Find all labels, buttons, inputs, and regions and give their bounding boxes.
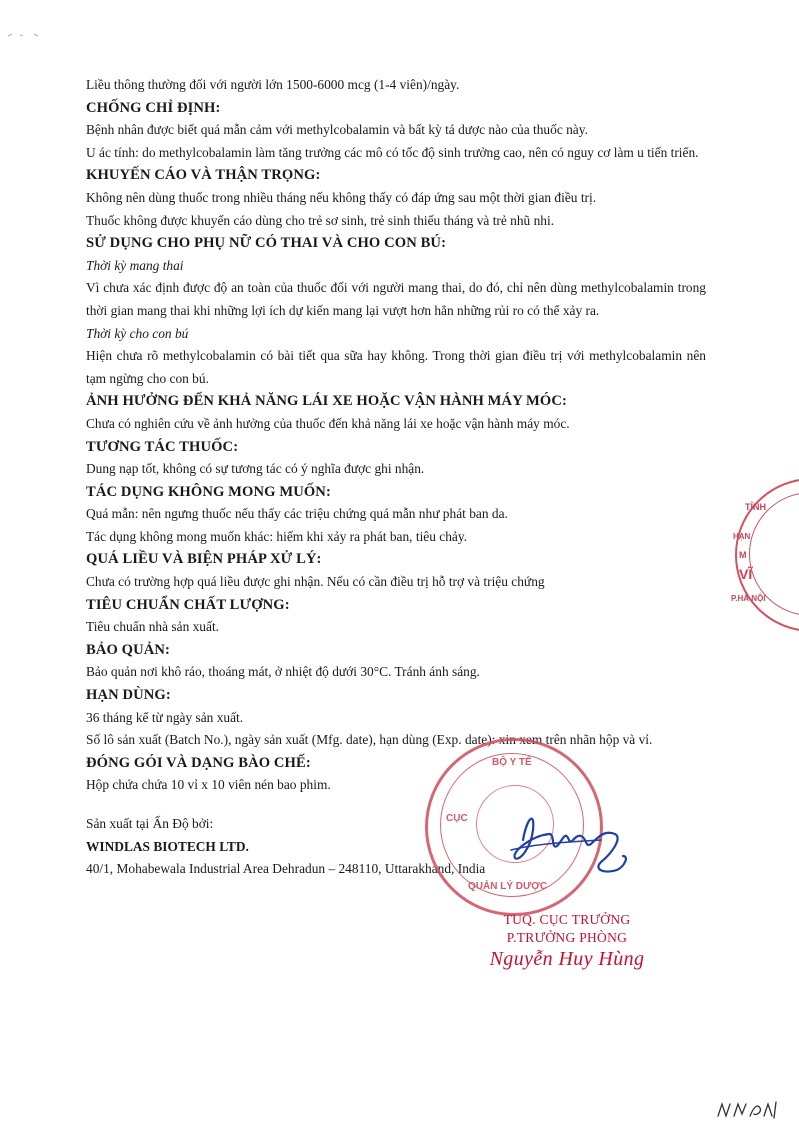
heading-driving: ẢNH HƯỞNG ĐẾN KHẢ NĂNG LÁI XE HOẶC VẬN HÀNH MÁY MÓC: bbox=[86, 393, 567, 410]
stamp-text: QUẢN LÝ DƯỢC bbox=[468, 881, 548, 892]
body-line: Dung nạp tốt, không có sự tương tác có ý nghĩa được ghi nhận. bbox=[86, 461, 425, 477]
subheading-breastfeeding: Thời kỳ cho con bú bbox=[86, 325, 189, 341]
handwritten-signature bbox=[505, 800, 635, 880]
scan-marks bbox=[6, 30, 46, 40]
body-line: Tiêu chuẩn nhà sản xuất. bbox=[86, 619, 220, 635]
body-line: Thuốc không được khuyến cáo dùng cho trẻ sơ sinh, trẻ sinh thiếu tháng và trẻ nhũ nhi. bbox=[86, 212, 555, 228]
manufacturer-address: 40/1, Mohabewala Industrial Area Dehradun – 248110, Uttarakhand, India bbox=[86, 861, 486, 877]
signatory-name: Nguyễn Huy Hùng bbox=[489, 948, 645, 970]
heading-storage: BẢO QUẢN: bbox=[86, 641, 171, 658]
body-paragraph: Hiện chưa rõ methylcobalamin có bài tiết qua sữa hay không. Trong thời gian điều trị với methylcobalamin nên tạm ngừng cho con bú. bbox=[86, 348, 706, 386]
body-paragraph: Vì chưa xác định được độ an toàn của thuốc đối với người mang thai, do đó, chỉ nên dùng methylcobalamin trong thời gian mang thai khi những lợi ích dự kiến mang lại vượt hơn hẳn những rủi ro có thể xảy ra. bbox=[86, 280, 706, 318]
manufacturer-intro: Sản xuất tại Ấn Độ bởi: bbox=[86, 816, 214, 831]
heading-warnings: KHUYẾN CÁO VÀ THẬN TRỌNG: bbox=[86, 167, 321, 184]
partial-round-stamp bbox=[731, 478, 799, 632]
body-line: Số lô sản xuất (Batch No.), ngày sản xuất (Mfg. date), hạn dùng (Exp. date): xin xem trên nhãn hộp và vỉ. bbox=[86, 732, 653, 748]
heading-quality-standard: TIÊU CHUẨN CHẤT LƯỢNG: bbox=[86, 596, 290, 613]
heading-overdose: QUÁ LIỀU VÀ BIỆN PHÁP XỬ LÝ: bbox=[86, 551, 322, 568]
signatory-title: TUQ. CỤC TRƯỞNG bbox=[503, 912, 631, 927]
initials-mark bbox=[714, 1098, 778, 1120]
body-line: Chưa có trường hợp quá liều được ghi nhận. Nếu có cần điều trị hỗ trợ và triệu chứng bbox=[86, 574, 545, 590]
manufacturer-name: WINDLAS BIOTECH LTD. bbox=[86, 838, 249, 854]
stamp-text: HẠN bbox=[733, 532, 751, 541]
heading-pregnancy: SỬ DỤNG CHO PHỤ NỮ CÓ THAI VÀ CHO CON BÚ: bbox=[86, 235, 447, 252]
body-line: Tác dụng không mong muốn khác: hiếm khi xảy ra phát ban, tiêu chảy. bbox=[86, 528, 468, 544]
leaflet-content bbox=[86, 74, 706, 881]
body-line: Không nên dùng thuốc trong nhiều tháng nếu không thấy có đáp ứng sau một thời gian điều trị. bbox=[86, 189, 597, 205]
stamp-text: TỈNH bbox=[745, 502, 766, 512]
body-line: U ác tính: do methylcobalamin làm tăng trưởng các mô có tốc độ sinh trưởng cao, nên có nguy cơ làm u tiến triển. bbox=[86, 144, 699, 160]
heading-interactions: TƯƠNG TÁC THUỐC: bbox=[86, 438, 239, 455]
body-line: 36 tháng kể từ ngày sản xuất. bbox=[86, 709, 244, 725]
stamp-text: P.HÀ NỘI bbox=[731, 594, 766, 603]
heading-side-effects: TÁC DỤNG KHÔNG MONG MUỐN: bbox=[86, 483, 331, 500]
heading-packaging: ĐÓNG GÓI VÀ DẠNG BÀO CHẾ: bbox=[86, 754, 311, 771]
heading-expiry: HẠN DÙNG: bbox=[86, 687, 171, 704]
heading-contraindications: CHỐNG CHỈ ĐỊNH: bbox=[86, 99, 221, 116]
body-line: Bảo quản nơi khô ráo, thoáng mát, ở nhiệt độ dưới 30°C. Tránh ánh sáng. bbox=[86, 664, 480, 680]
stamp-text: M bbox=[739, 550, 747, 560]
signatory-position: P.TRƯỞNG PHÒNG bbox=[506, 930, 628, 945]
stamp-text: BỘ Y TẾ bbox=[492, 757, 532, 768]
body-line: Chưa có nghiên cứu về ảnh hưởng của thuốc đến khả năng lái xe hoặc vận hành máy móc. bbox=[86, 415, 570, 431]
stamp-text: CỤC bbox=[446, 813, 468, 824]
body-line: Bệnh nhân được biết quá mẫn cảm với methylcobalamin và bất kỳ tá dược nào của thuốc này. bbox=[86, 122, 588, 138]
dosage-line: Liều thông thường đối với người lớn 1500-6000 mcg (1-4 viên)/ngày. bbox=[86, 77, 460, 92]
subheading-pregnancy: Thời kỳ mang thai bbox=[86, 257, 184, 273]
stamp-text: VĨ bbox=[739, 566, 753, 582]
body-line: Quá mẫn: nên ngưng thuốc nếu thấy các triệu chứng quá mẫn như phát ban da. bbox=[86, 506, 508, 522]
body-line: Hộp chứa chứa 10 vỉ x 10 viên nén bao phim. bbox=[86, 777, 331, 793]
